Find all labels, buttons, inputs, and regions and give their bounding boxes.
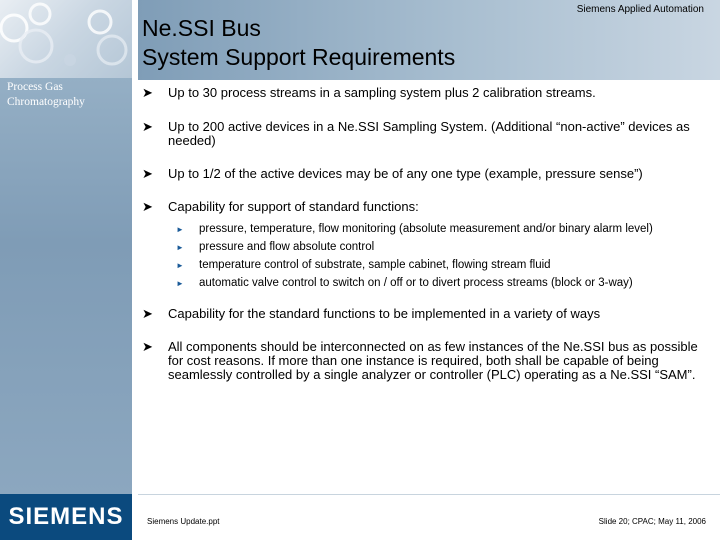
bullet-item <box>142 86 708 100</box>
sub-bullet-text: automatic valve control to switch on / off or to divert process streams (block or 3-way) <box>199 277 633 289</box>
section-label-line2: Chromatography <box>7 96 85 108</box>
arrow-bullet-icon: ➤ <box>142 339 153 354</box>
triangle-bullet-icon: ► <box>176 279 184 288</box>
sub-bullet-item <box>142 259 708 271</box>
section-label <box>7 80 129 110</box>
triangle-bullet-icon: ► <box>176 225 184 234</box>
bullet-text: Capability for support of standard functions: <box>168 199 419 214</box>
slide-title <box>142 14 455 72</box>
arrow-bullet-icon: ➤ <box>142 119 153 134</box>
sub-bullet-item <box>142 241 708 253</box>
slide-title-line2: System Support Requirements <box>142 44 456 70</box>
sub-bullet-item <box>142 223 708 235</box>
bullet-text: Up to 200 active devices in a Ne.SSI Sampling System. (Additional “non-active” devices as needed) <box>168 119 690 148</box>
bullet-text: All components should be interconnected on as few instances of the Ne.SSI bus as possible for cost reasons. If more than one instance is required, both shall be capable of being seamlessly controlled by a single analyzer or controller (PLC) operating as a Ne.SSI “SAM”. <box>168 339 698 382</box>
bullet-item <box>142 307 708 321</box>
sub-bullet-text: temperature control of substrate, sample cabinet, flowing stream fluid <box>199 259 551 271</box>
sub-bullet-text: pressure and flow absolute control <box>199 241 375 253</box>
triangle-bullet-icon: ► <box>176 243 184 252</box>
header-band <box>138 0 720 80</box>
section-label-line1: Process Gas <box>7 81 63 93</box>
bullet-text: Capability for the standard functions to be implemented in a variety of ways <box>168 306 601 321</box>
bullet-item <box>142 200 708 214</box>
company-name: Siemens Applied Automation <box>576 4 704 15</box>
arrow-bullet-icon: ➤ <box>142 166 153 181</box>
bullet-item <box>142 340 708 382</box>
sidebar-banner-image <box>0 0 132 78</box>
footer-slide-info: Slide 20; CPAC; May 11, 2006 <box>598 517 706 526</box>
triangle-bullet-icon: ► <box>176 261 184 270</box>
arrow-bullet-icon: ➤ <box>142 199 153 214</box>
footer-divider <box>138 494 720 495</box>
arrow-bullet-icon: ➤ <box>142 85 153 100</box>
bullet-item <box>142 120 708 148</box>
bullet-text: Up to 1/2 of the active devices may be of any one type (example, pressure sense”) <box>168 166 643 181</box>
slide-content <box>142 84 708 382</box>
sub-bullet-item <box>142 277 708 289</box>
footer-filename: Siemens Update.ppt <box>147 517 220 526</box>
arrow-bullet-icon: ➤ <box>142 306 153 321</box>
bullet-item <box>142 167 708 181</box>
sub-bullet-text: pressure, temperature, flow monitoring (absolute measurement and/or binary alarm level) <box>199 223 653 235</box>
siemens-logo: SIEMENS <box>8 503 124 530</box>
slide-title-line1: Ne.SSI Bus <box>142 15 261 41</box>
bullet-text: Up to 30 process streams in a sampling system plus 2 calibration streams. <box>168 85 596 100</box>
molecule-graphic <box>0 0 132 78</box>
